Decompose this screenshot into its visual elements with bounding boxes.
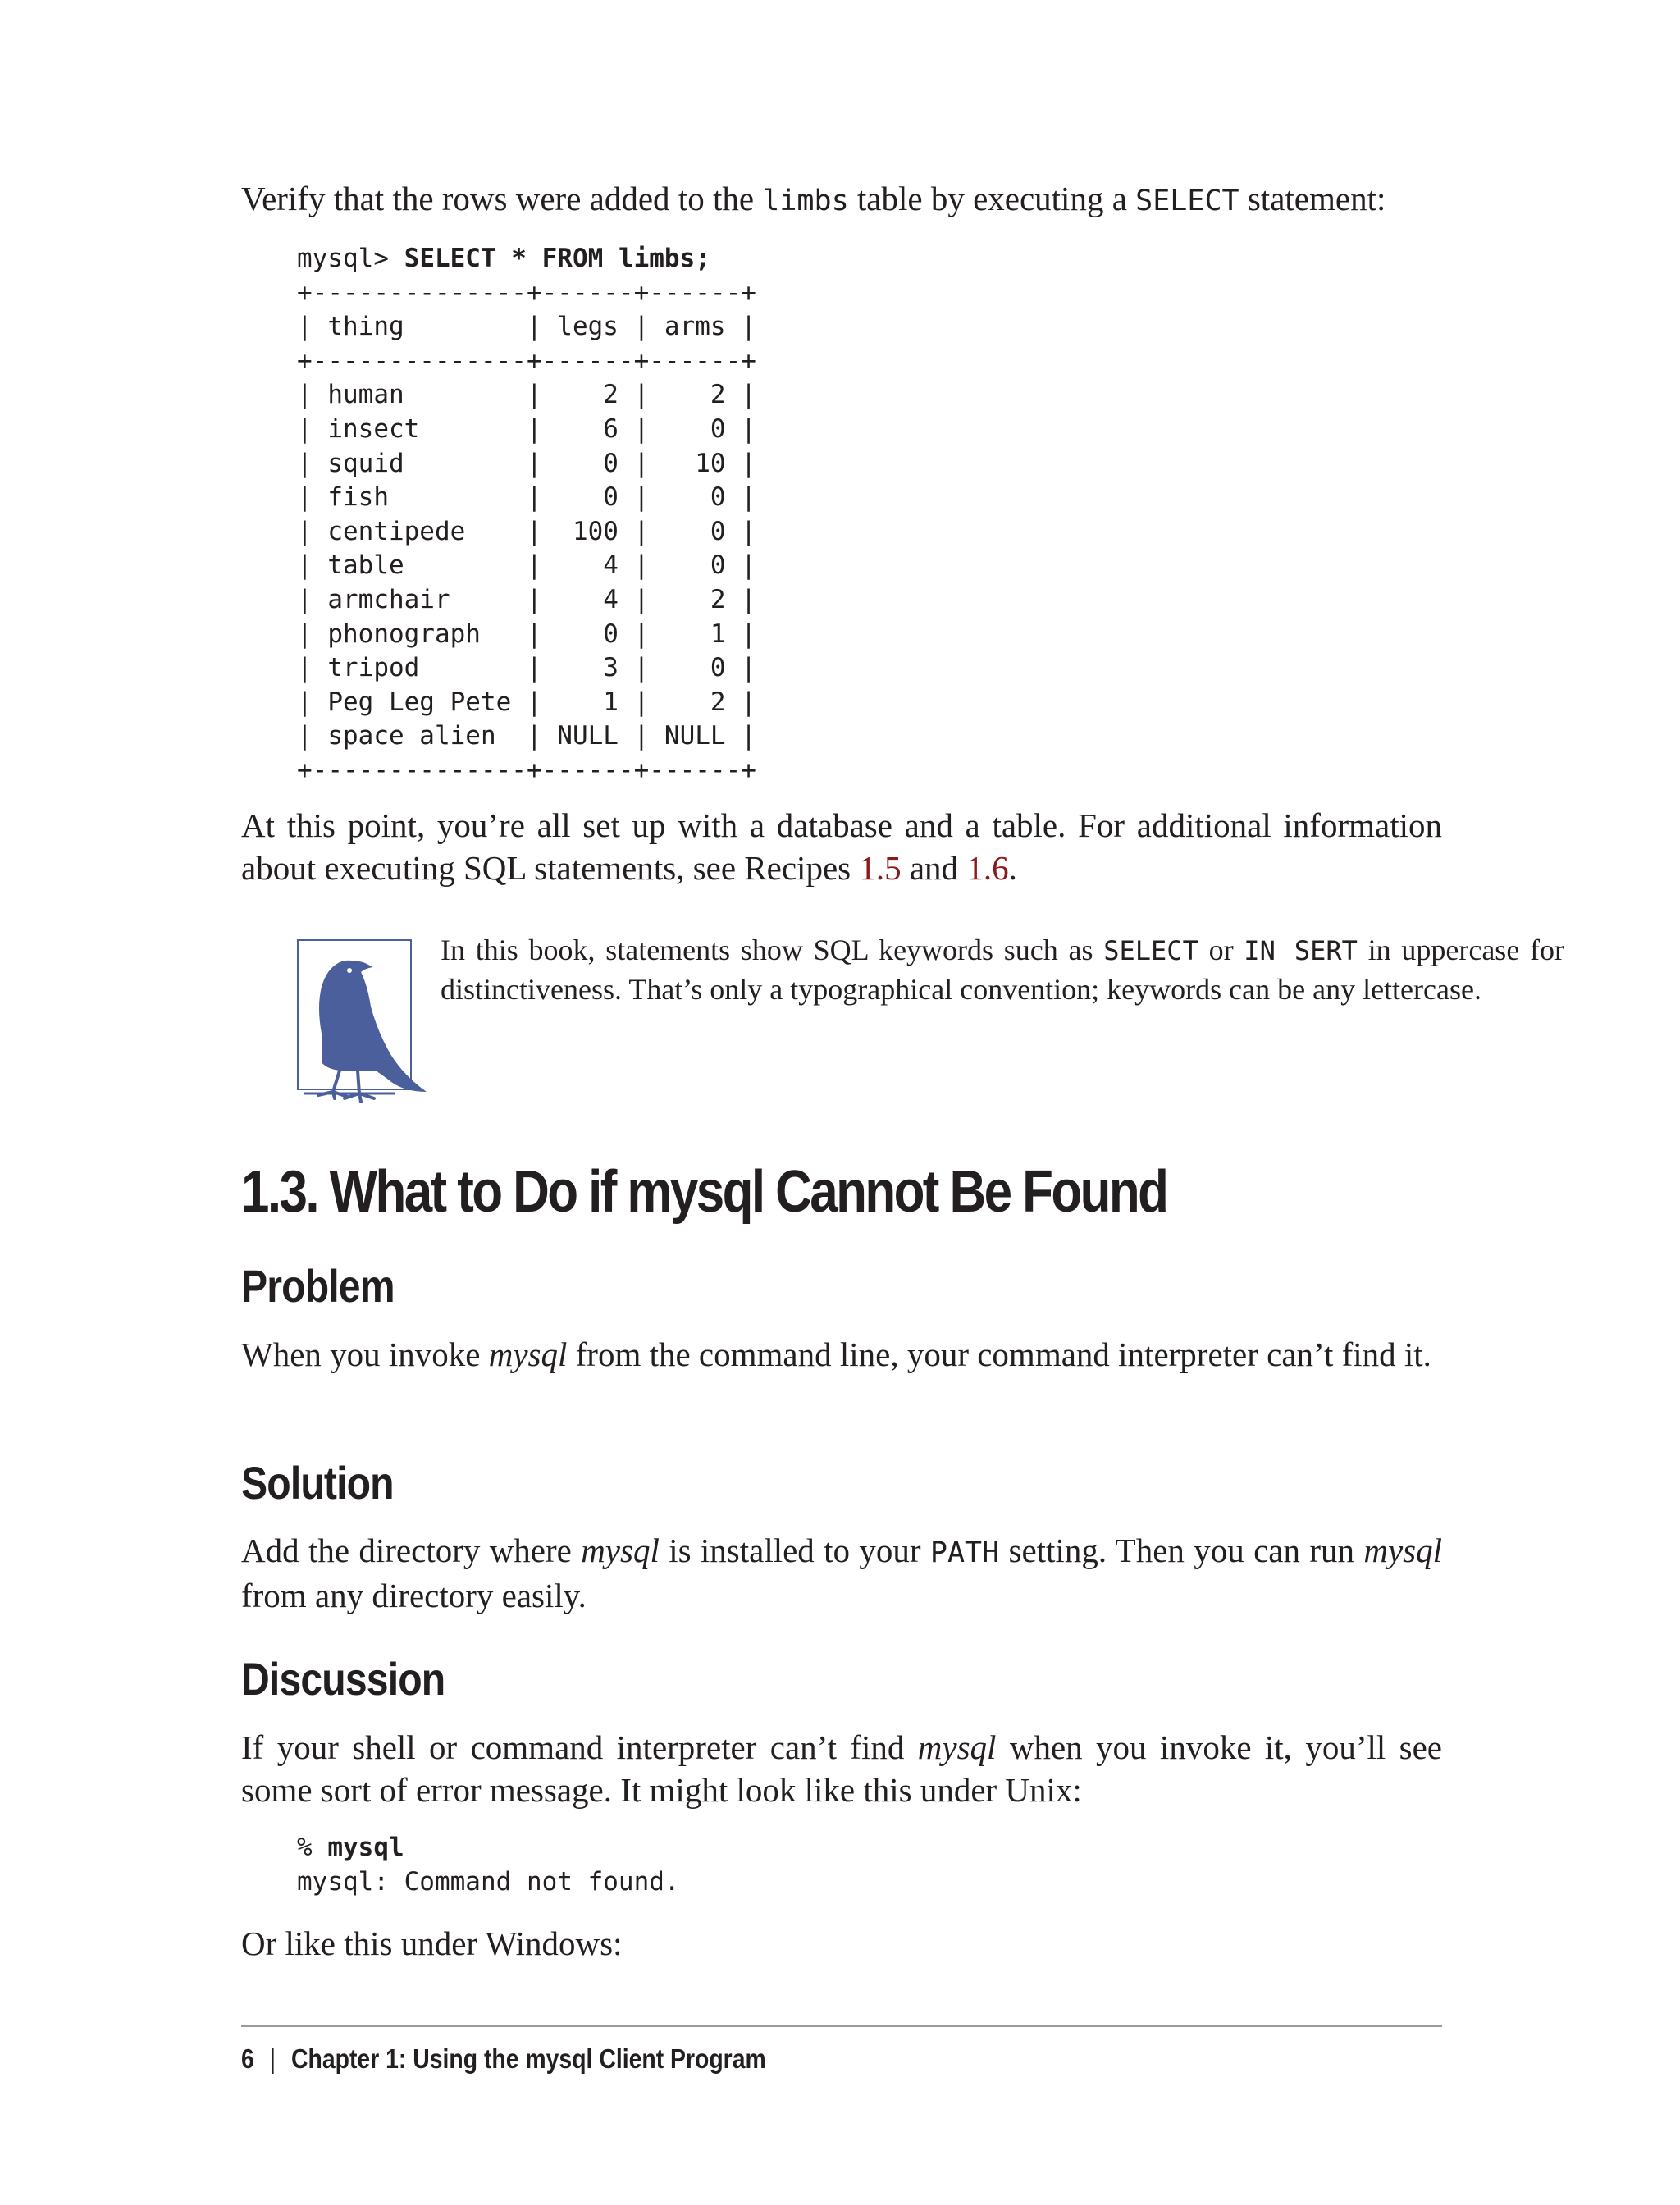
problem-paragraph [241,1333,1442,1376]
solution-text-2: is installed to your [659,1532,930,1569]
intro-code-select: SELECT [1135,185,1239,217]
table-row: | human | 2 | 2 | [297,380,756,410]
discussion-mysql-em: mysql [917,1728,997,1766]
problem-mysql-em: mysql [488,1335,568,1373]
query-command: SELECT * FROM limbs; [404,244,710,273]
unix-command: mysql [327,1833,404,1862]
after-table-text-2: and [901,849,967,887]
note-paragraph [441,931,1564,1009]
intro-paragraph [241,177,1442,222]
unix-code-block [297,1831,680,1899]
section-title: 1.3. What to Do if mysql Cannot Be Found [241,1159,1167,1225]
discussion-heading: Discussion [241,1653,445,1705]
chapter-title: Chapter 1: Using the mysql Client Program [291,2043,766,2074]
table-row: | fish | 0 | 0 | [297,482,756,513]
discussion-text-1: If your shell or command interpreter can’t find [241,1728,918,1766]
table-border-mid: +--------------+------+------+ [297,345,756,376]
page-number: 6 [241,2043,254,2074]
table-row: | tripod | 3 | 0 | [297,653,756,683]
intro-text-1: Verify that the rows were added to the [241,180,763,217]
crow-icon [297,939,428,1103]
table-row: | space alien | NULL | NULL | [297,721,756,751]
discussion-paragraph [241,1726,1442,1811]
solution-text-3: setting. Then you can run [999,1532,1364,1569]
recipe-link-1-5[interactable]: 1.5 [859,849,902,887]
page-footer [241,2038,766,2079]
solution-paragraph [241,1529,1442,1617]
intro-text-2: table by executing a [848,180,1136,217]
table-row: | phonograph | 0 | 1 | [297,619,756,649]
after-table-text-3: . [1008,849,1017,887]
note-text-2: or [1198,934,1244,966]
problem-text-2: from the command line, your command interpreter can’t find it. [567,1335,1431,1373]
note-code-insert: IN SERT [1244,935,1358,966]
note-code-select: SELECT [1103,935,1198,966]
table-header-row: | thing | legs | arms | [297,312,756,342]
query-code-block [297,242,756,788]
unix-output: mysql: Command not found. [297,1866,680,1897]
solution-heading: Solution [241,1457,394,1509]
intro-text-3: statement: [1239,180,1386,217]
table-row: | armchair | 4 | 2 | [297,584,756,614]
recipe-link-1-6[interactable]: 1.6 [966,849,1009,887]
after-table-paragraph [241,804,1442,889]
table-row: | Peg Leg Pete | 1 | 2 | [297,687,756,717]
solution-mysql-em-1: mysql [581,1532,660,1569]
table-row: | squid | 0 | 10 | [297,448,756,478]
table-row: | insect | 6 | 0 | [297,413,756,444]
intro-code-limbs: limbs [762,185,849,217]
solution-code-path: PATH [929,1536,1000,1569]
discussion-text-2: when you invoke it, you’ll see some sort of error message. It might look like this under Unix: [241,1728,1442,1809]
table-border-top: +--------------+------+------+ [297,277,756,308]
solution-mysql-em-2: mysql [1363,1532,1442,1569]
footer-separator: | [269,2043,276,2074]
table-row: | table | 4 | 0 | [297,550,756,581]
table-row: | centipede | 100 | 0 | [297,516,756,546]
solution-text-4: from any directory easily. [241,1577,587,1614]
solution-text-1: Add the directory where [241,1532,582,1569]
footer-rule [241,2025,1442,2027]
table-border-bottom: +--------------+------+------+ [297,755,756,785]
note-text-3: in uppercase for distinctiveness. That’s only a typographical convention; keywords can be any lettercase. [441,934,1565,1006]
note-text-1: In this book, statements show SQL keywords such as [441,934,1104,966]
unix-prompt: % [297,1833,328,1862]
after-table-text-1: At this point, you’re all set up with a database and a table. For additional information about executing SQL statements, see Recipes [241,806,1442,887]
problem-text-1: When you invoke [241,1335,489,1373]
problem-heading: Problem [241,1260,395,1312]
windows-line: Or like this under Windows: [241,1924,623,1962]
query-prompt: mysql> [297,244,404,273]
